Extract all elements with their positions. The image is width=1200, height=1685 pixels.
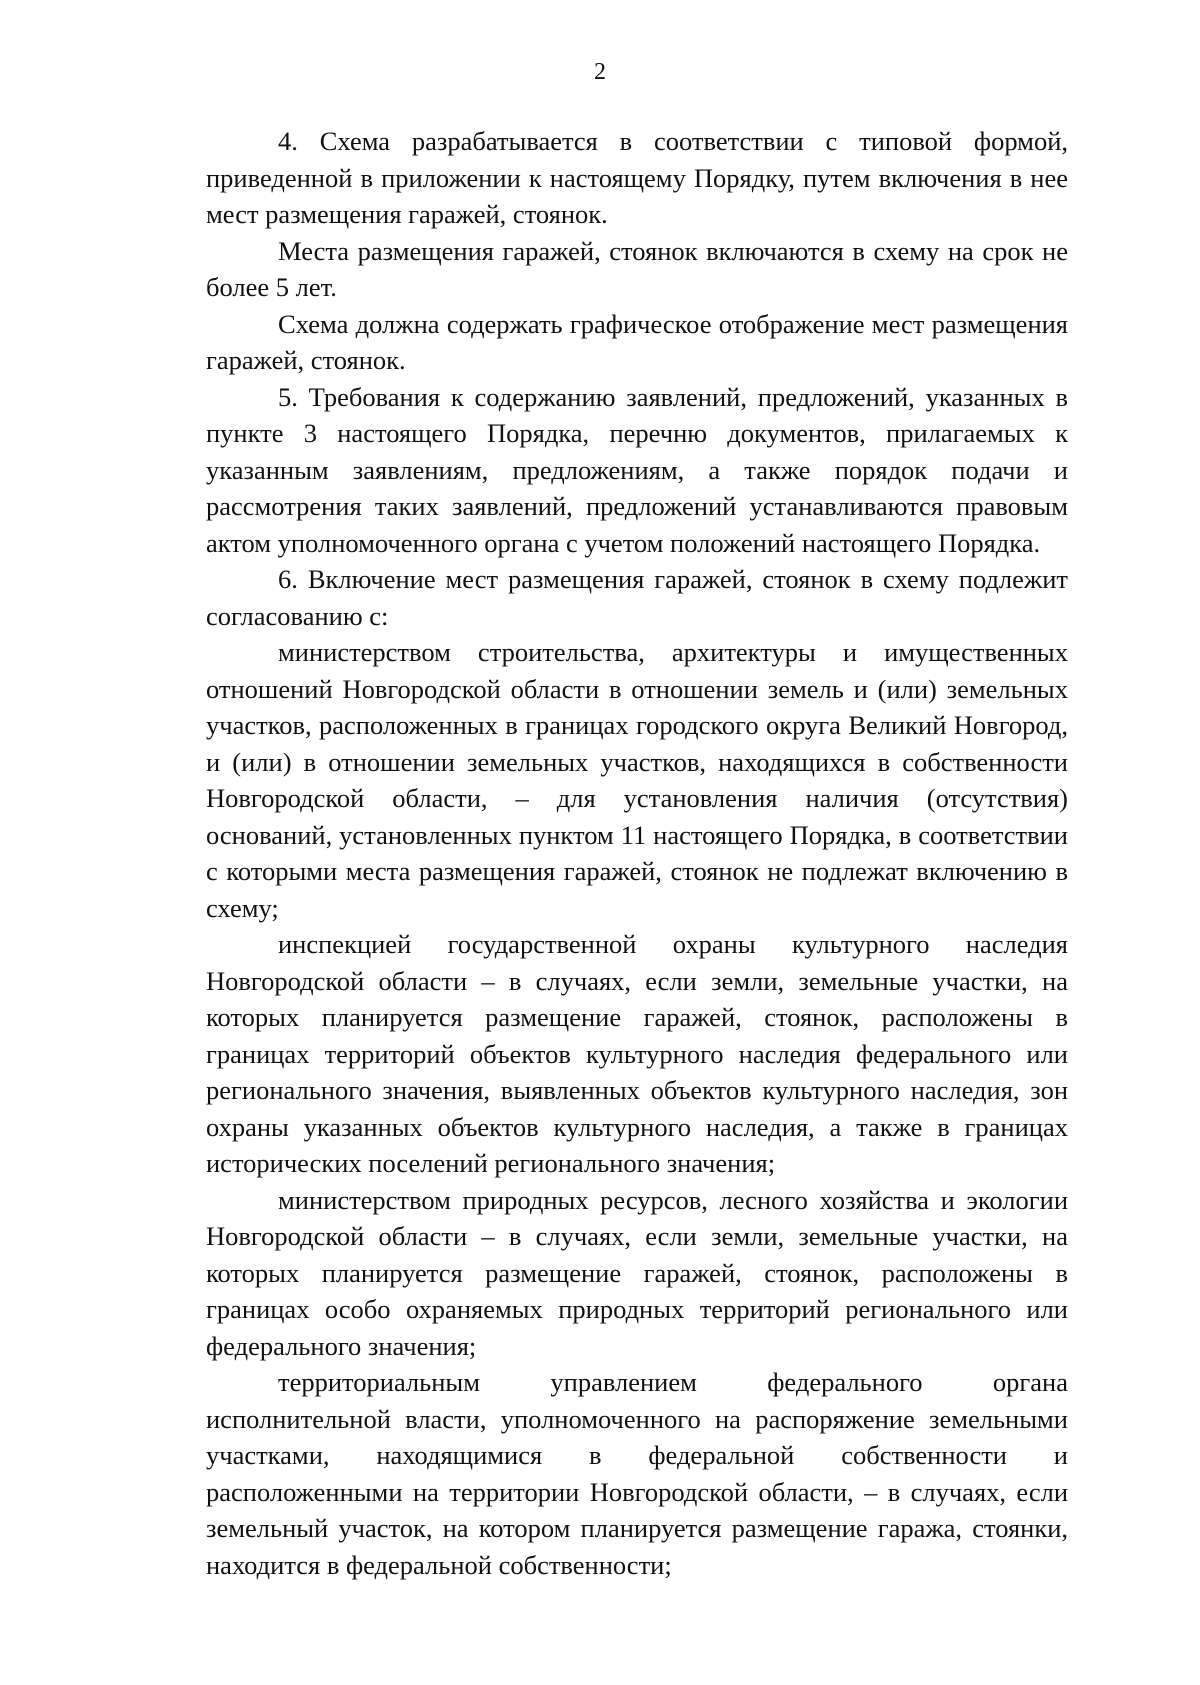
page-number: 2 [594,59,606,85]
list-item-ministry-nature: министерством природных ресурсов, лесного хозяйства и экологии Новгородской области – в случаях, если земли, земельные участки, на которых планируется размещение гаражей, стоянок, расположены в границах особо охраняемых природных территорий регионального или федерального значения; [206,1184,1068,1361]
list-item-federal-administration: территориальным управлением федерального органа исполнительной власти, уполномоченного на распоряжение земельными участками, находящимися в федеральной собственности и расположенными на территории Новгородской области, – в случаях, если земельный участок, на котором планируется размещение гаража, стоянки, находится в федеральной собственности; [206,1367,1068,1580]
paragraph-term: Места размещения гаражей, стоянок включаются в схему на срок не более 5 лет. [206,235,1068,302]
list-item-heritage-inspection: инспекцией государственной охраны культурного наследия Новгородской области – в случаях, если земли, земельные участки, на которых планируется размещение гаражей, стоянок, расположены в границах территорий объектов культурного наследия федерального или регионального значения, выявленных объектов культурного наследия, зон охраны указанных объектов культурного наследия, а также в границах исторических поселений регионального значения; [206,929,1068,1178]
paragraph-4: 4. Схема разрабатывается в соответствии с типовой формой, приведенной в приложении к настоящему Порядку, путем включения в нее мест размещения гаражей, стоянок. [206,126,1068,229]
document-body [206,123,1068,1583]
paragraph-graphic: Схема должна содержать графическое отображение мест размещения гаражей, стоянок. [206,308,1068,375]
list-item-ministry-construction: министерством строительства, архитектуры и имущественных отношений Новгородской области в отношении земель и (или) земельных участков, расположенных в границах городского округа Великий Новгород, и (или) в отношении земельных участков, находящихся в собственности Новгородской области, – для установления наличия (отсутствия) оснований, установленных пунктом 11 настоящего Порядка, в соответствии с которыми места размещения гаражей, стоянок не подлежат включению в схему; [206,637,1068,923]
paragraph-5: 5. Требования к содержанию заявлений, предложений, указанных в пункте 3 настоящего Порядка, перечню документов, прилагаемых к указанным заявлениям, предложениям, а также порядок подачи и рассмотрения таких заявлений, предложений устанавливаются правовым актом уполномоченного органа с учетом положений настоящего Порядка. [206,381,1068,558]
paragraph-6: 6. Включение мест размещения гаражей, стоянок в схему подлежит согласованию с: [206,564,1068,631]
